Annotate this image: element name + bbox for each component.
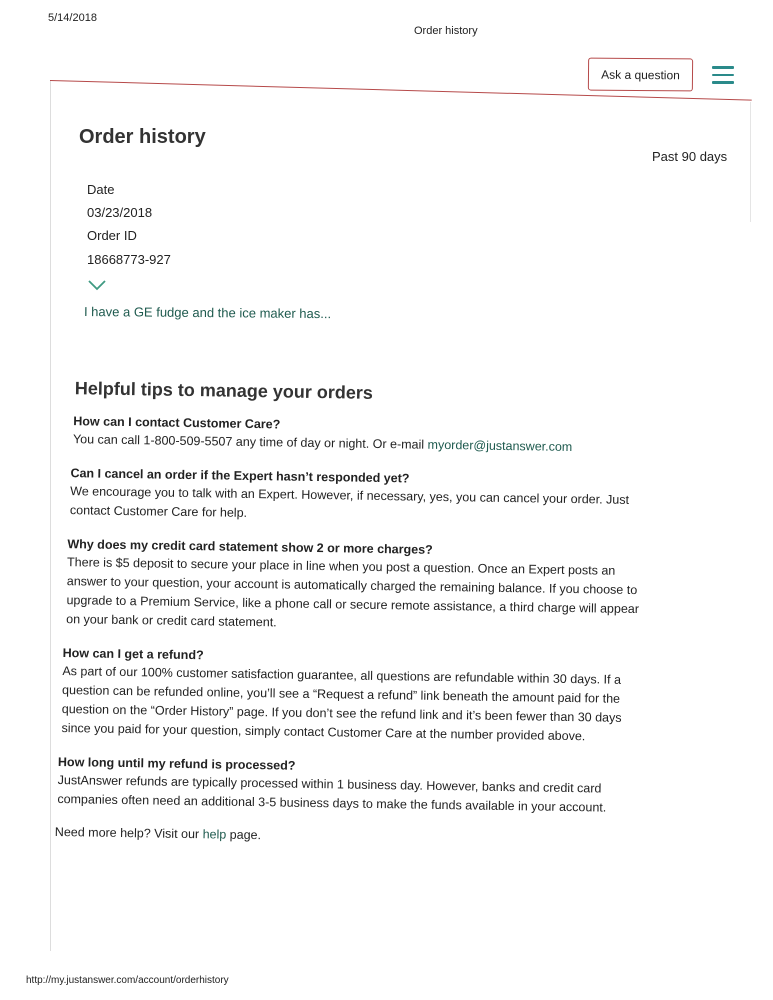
tip-answer-text: You can call 1-800-509-5507 any time of day or night. Or e-mail xyxy=(72,432,428,452)
ask-question-button[interactable]: Ask a question xyxy=(588,58,693,92)
need-help-prefix: Need more help? Visit our xyxy=(54,824,203,842)
help-page-link[interactable]: help xyxy=(202,827,227,842)
tip-item xyxy=(61,645,647,747)
order-description-link[interactable]: I have a GE fudge and the ice maker has... xyxy=(83,304,332,322)
tip-item xyxy=(66,536,649,638)
print-footer-url: http://my.justanswer.com/account/orderhistory xyxy=(26,975,229,986)
tip-answer: There is $5 deposit to secure your place in line when you post a question. Once an Expert posts an answer to your question, your account is automatically charged the remaining balance. If you choose to upgrade to a Premium Service, like a phone call or secure remote assistance, a third charge will appear on your bank or credit card statement. xyxy=(66,555,640,630)
tip-question: Can I cancel an order if the Expert hasn’t responded yet? xyxy=(70,466,410,486)
order-date: 03/23/2018 xyxy=(87,205,153,220)
tip-item xyxy=(73,413,651,458)
card-border-left xyxy=(50,81,51,951)
tip-answer: JustAnswer refunds are typically processed within 1 business day. However, banks and credit card companies often need an additional 3-5 business days to make the funds available in your account. xyxy=(57,772,607,815)
menu-bar xyxy=(712,81,734,84)
tip-question: How long until my refund is processed? xyxy=(57,754,296,773)
print-date: 5/14/2018 xyxy=(48,12,97,24)
helpful-tips-section xyxy=(55,378,652,848)
need-help-suffix: page. xyxy=(226,827,262,843)
order-id-label: Order ID xyxy=(87,228,137,243)
chevron-down-icon[interactable] xyxy=(88,279,106,291)
order-id: 18668773-927 xyxy=(87,252,171,267)
menu-bar xyxy=(712,66,734,69)
date-range-filter[interactable]: Past 90 days xyxy=(652,149,728,164)
tip-question: How can I get a refund? xyxy=(62,646,204,663)
menu-bar xyxy=(712,74,734,77)
print-title: Order history xyxy=(414,25,478,37)
need-help-text xyxy=(55,825,645,848)
tip-question: Why does my credit card statement show 2 or more charges? xyxy=(67,537,433,557)
tip-item xyxy=(57,754,646,818)
card-border-right xyxy=(750,102,751,222)
tips-title: Helpful tips to manage your orders xyxy=(74,378,374,403)
tip-question: How can I contact Customer Care? xyxy=(73,414,281,432)
tip-answer: As part of our 100% customer satisfaction guarantee, all questions are refundable within 30 days. If a question can be refunded online, you’ll see a “Request a refund” link beneath the amount paid for the question on the “Order History” page. If you don’t see the refund link and it’s been fewer than 30 days since you paid for your question, simply contact Customer Care at the number provided above. xyxy=(61,664,622,744)
hamburger-menu-icon[interactable] xyxy=(712,66,734,86)
email-link[interactable]: myorder@justanswer.com xyxy=(427,437,573,455)
page-title: Order history xyxy=(79,126,206,148)
tip-answer: We encourage you to talk with an Expert. However, if necessary, yes, you can cancel your order. Just contact Customer Care for help. xyxy=(69,484,630,520)
tip-item xyxy=(70,465,651,529)
order-date-label: Date xyxy=(87,182,115,197)
